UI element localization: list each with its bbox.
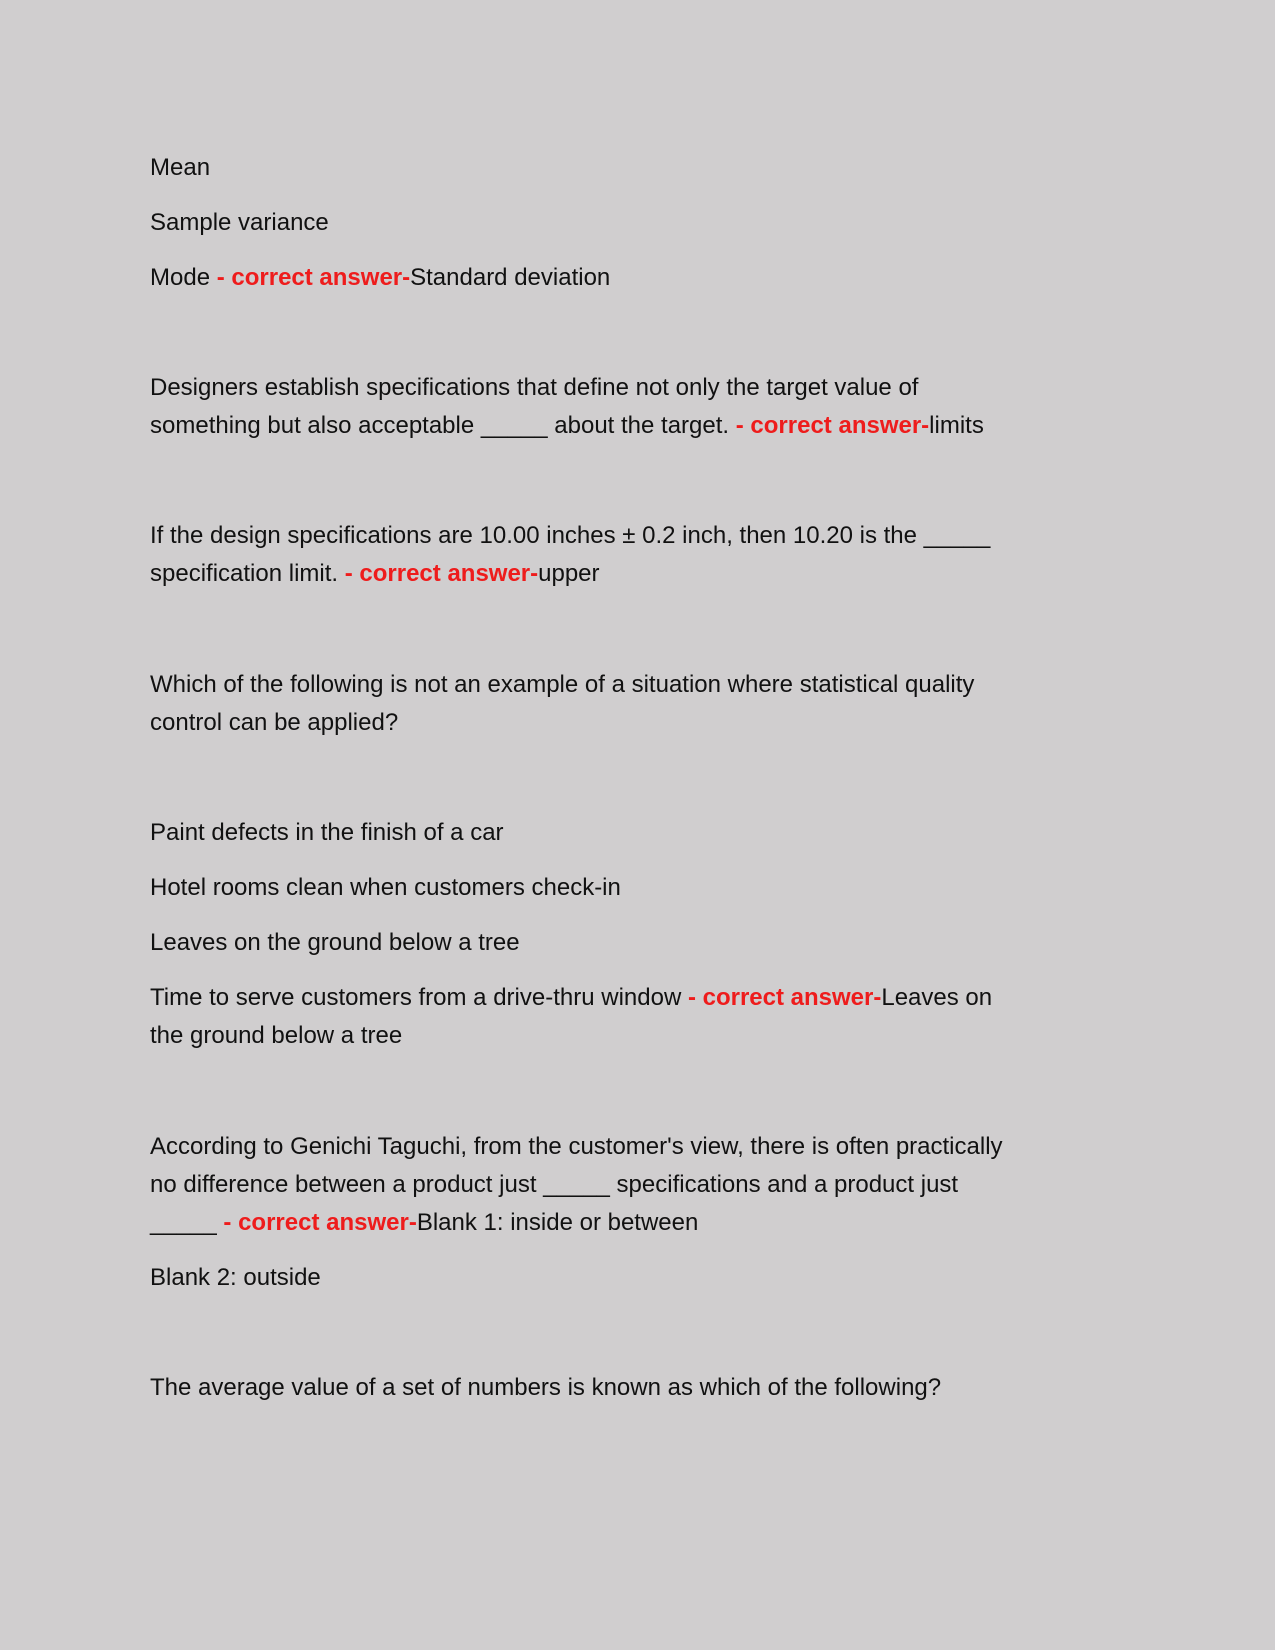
answer-marker: - correct answer- bbox=[735, 412, 930, 439]
answer-marker: - correct answer- bbox=[216, 264, 411, 291]
answer-text: limits bbox=[929, 412, 984, 439]
option-mean: Mean bbox=[150, 154, 211, 181]
q2-line-2: specification limit. - correct answer-upper bbox=[150, 560, 600, 587]
q3-line-1: Which of the following is not an example of a situation where statistical quality bbox=[150, 671, 975, 698]
q3-line-2: control can be applied? bbox=[150, 709, 399, 736]
q3-option-3: Leaves on the ground below a tree bbox=[150, 929, 520, 956]
answer-text: Leaves on bbox=[881, 984, 993, 1011]
answer-text: Blank 1: inside or between bbox=[416, 1209, 699, 1236]
q3-option-1: Paint defects in the finish of a car bbox=[150, 819, 504, 846]
answer-text: Standard deviation bbox=[410, 264, 611, 291]
q4-answer-2: Blank 2: outside bbox=[150, 1264, 321, 1291]
answer-marker: - correct answer- bbox=[223, 1209, 417, 1236]
document-page bbox=[150, 0, 1130, 1650]
answer-text: upper bbox=[538, 560, 600, 587]
option-sample-variance: Sample variance bbox=[150, 209, 329, 236]
option-mode-with-answer bbox=[150, 259, 610, 297]
q3-answer-continued: the ground below a tree bbox=[150, 1022, 403, 1049]
q4-line-2: no difference between a product just _____ specifications and a product just bbox=[150, 1171, 959, 1198]
q5-line-1: The average value of a set of numbers is known as which of the following? bbox=[150, 1374, 942, 1401]
q1-line-1: Designers establish specifications that define not only the target value of bbox=[150, 374, 919, 401]
q3-option-2: Hotel rooms clean when customers check-in bbox=[150, 874, 621, 901]
q4-line-1: According to Genichi Taguchi, from the customer's view, there is often practically bbox=[150, 1133, 1003, 1160]
q3-option-4: Time to serve customers from a drive-thru window - correct answer-Leaves on bbox=[150, 984, 993, 1011]
q2-line-1: If the design specifications are 10.00 inches ± 0.2 inch, then 10.20 is the _____ bbox=[150, 522, 991, 549]
option-mode: Mode bbox=[150, 264, 211, 291]
q4-line-3: _____ - correct answer-Blank 1: inside or between bbox=[150, 1209, 699, 1236]
answer-marker: - correct answer- bbox=[687, 984, 882, 1011]
q1-line-2: something but also acceptable _____ about the target. - correct answer-limits bbox=[150, 412, 984, 439]
answer-marker: - correct answer- bbox=[344, 560, 539, 587]
